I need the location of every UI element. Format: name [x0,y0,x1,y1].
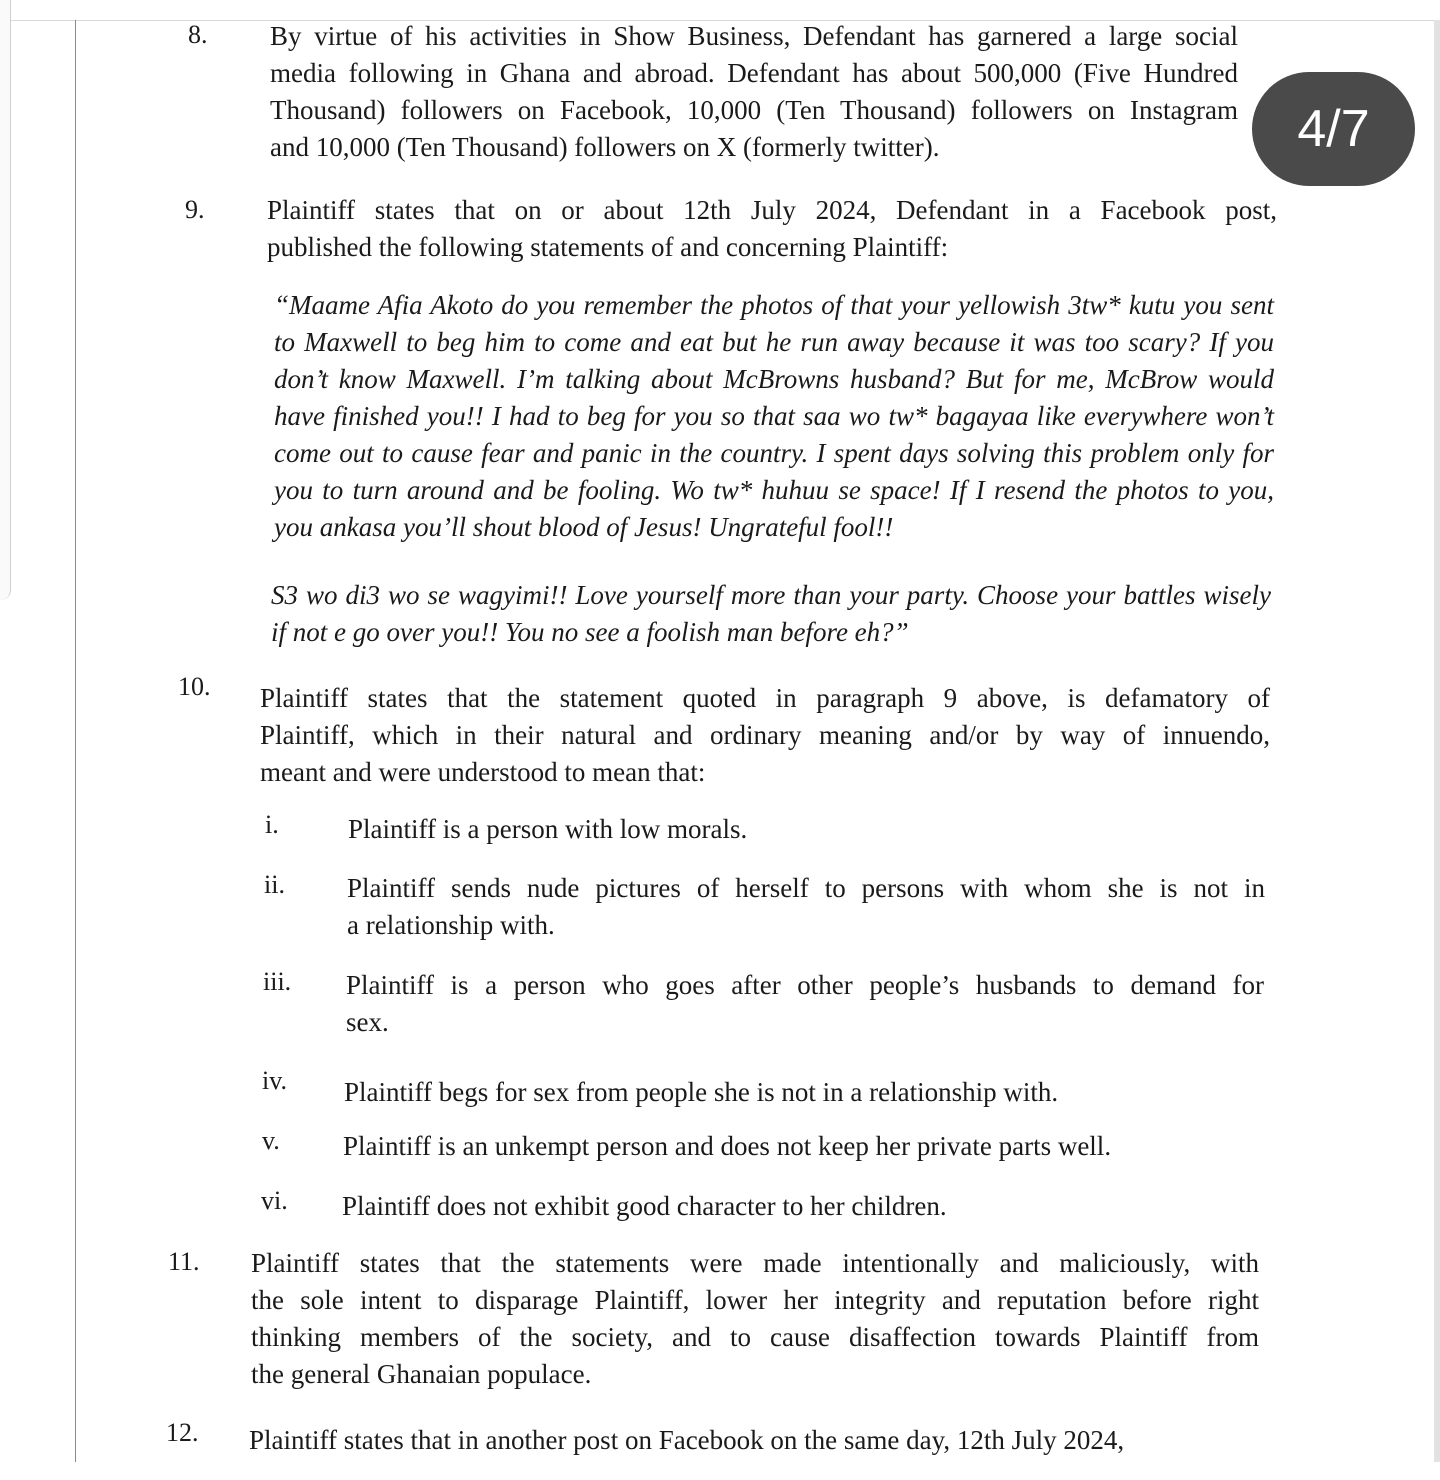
paragraph-number: 9. [185,195,205,224]
text-line: the general Ghanaian populace. [251,1359,592,1389]
paragraph-text [348,811,1048,848]
text-line: don’t know Maxwell. I’m talking about McBrowns husband? But for me, McBrow would [274,364,1274,394]
paragraph-text [249,1422,1254,1459]
text-line: published the following statements of and concerning Plaintiff: [267,232,949,262]
text-line: Thousand) followers on Facebook, 10,000 (Ten Thousand) followers on Instagram [270,95,1238,125]
quoted-statement [274,287,1274,546]
paragraph-text [346,967,1264,1041]
text-line: Plaintiff begs for sex from people she is not in a relationship with. [344,1077,1059,1107]
text-line: Plaintiff states that the statements were made intentionally and maliciously, with [251,1248,1259,1278]
paragraph-text [267,192,1277,266]
text-line: you ankasa you’ll shout blood of Jesus! Ungrateful fool!! [274,512,894,542]
paragraph-number: i. [265,810,279,839]
paragraph-number: 10. [178,672,211,701]
paragraph-number: 12. [166,1418,199,1447]
text-line: come out to cause fear and panic in the country. I spent days solving this problem only for [274,438,1274,468]
text-line: sex. [346,1007,389,1037]
paragraph-text [251,1245,1259,1393]
text-line: have finished you!! I had to beg for you so that saa wo tw* bagayaa like everywhere won’t [274,401,1274,431]
text-line: Plaintiff is a person who goes after other people’s husbands to demand for [346,970,1264,1000]
text-line: Plaintiff is an unkempt person and does not keep her private parts well. [343,1131,1112,1161]
text-line: Plaintiff, which in their natural and ordinary meaning and/or by way of innuendo, [260,720,1270,750]
text-line: to Maxwell to beg him to come and eat but he run away because it was too scary? If you [274,327,1274,357]
text-line: Plaintiff is a person with low morals. [348,814,748,844]
text-line: Plaintiff sends nude pictures of herself to persons with whom she is not in [347,873,1265,903]
page-indicator-badge [1252,72,1415,186]
text-line: if not e go over you!! You no see a foolish man before eh?” [271,617,909,647]
paragraph-text [260,680,1270,791]
text-line: By virtue of his activities in Show Business, Defendant has garnered a large social [270,21,1238,51]
paragraph-number: 8. [188,20,208,49]
left-panel-edge [0,0,11,600]
paragraph-text [270,18,1238,166]
text-line: “Maame Afia Akoto do you remember the photos of that your yellowish 3tw* kutu you sent [274,290,1274,320]
paragraph-text [344,1074,1150,1111]
paragraph-number: 11. [168,1247,200,1276]
text-line: a relationship with. [347,910,555,940]
paragraph-number: v. [262,1126,280,1155]
text-line: and 10,000 (Ten Thousand) followers on X (formerly twitter). [270,132,940,162]
right-scroll-edge [1434,20,1440,1462]
paragraph-number: iii. [263,967,292,996]
text-line: the sole intent to disparage Plaintiff, lower her integrity and reputation before right [251,1285,1259,1315]
quoted-statement [271,577,1271,651]
document-margin-line [75,20,76,1462]
bottom-edge [0,1462,1440,1480]
paragraph-number: iv. [262,1066,288,1095]
paragraph-text [347,870,1265,944]
text-line: meant and were understood to mean that: [260,757,706,787]
text-line: Plaintiff does not exhibit good character to her children. [342,1191,947,1221]
paragraph-number: ii. [264,870,285,899]
paragraph-text [342,1188,1028,1225]
paragraph-text [343,1128,1223,1165]
text-line: S3 wo di3 wo se wagyimi!! Love yourself more than your party. Choose your battles wisely [271,580,1271,610]
text-line: Plaintiff states that the statement quoted in paragraph 9 above, is defamatory of [260,683,1270,713]
text-line: media following in Ghana and abroad. Defendant has about 500,000 (Five Hundred [270,58,1238,88]
text-line: Plaintiff states that on or about 12th July 2024, Defendant in a Facebook post, [267,195,1277,225]
page-indicator-text: 4/7 [1297,100,1370,158]
text-line: thinking members of the society, and to cause disaffection towards Plaintiff from [251,1322,1259,1352]
paragraph-number: vi. [261,1186,288,1215]
text-line: you to turn around and be fooling. Wo tw* huhuu se space! If I resend the photos to you, [274,475,1274,505]
text-line: Plaintiff states that in another post on Facebook on the same day, 12th July 2024, [249,1425,1125,1455]
